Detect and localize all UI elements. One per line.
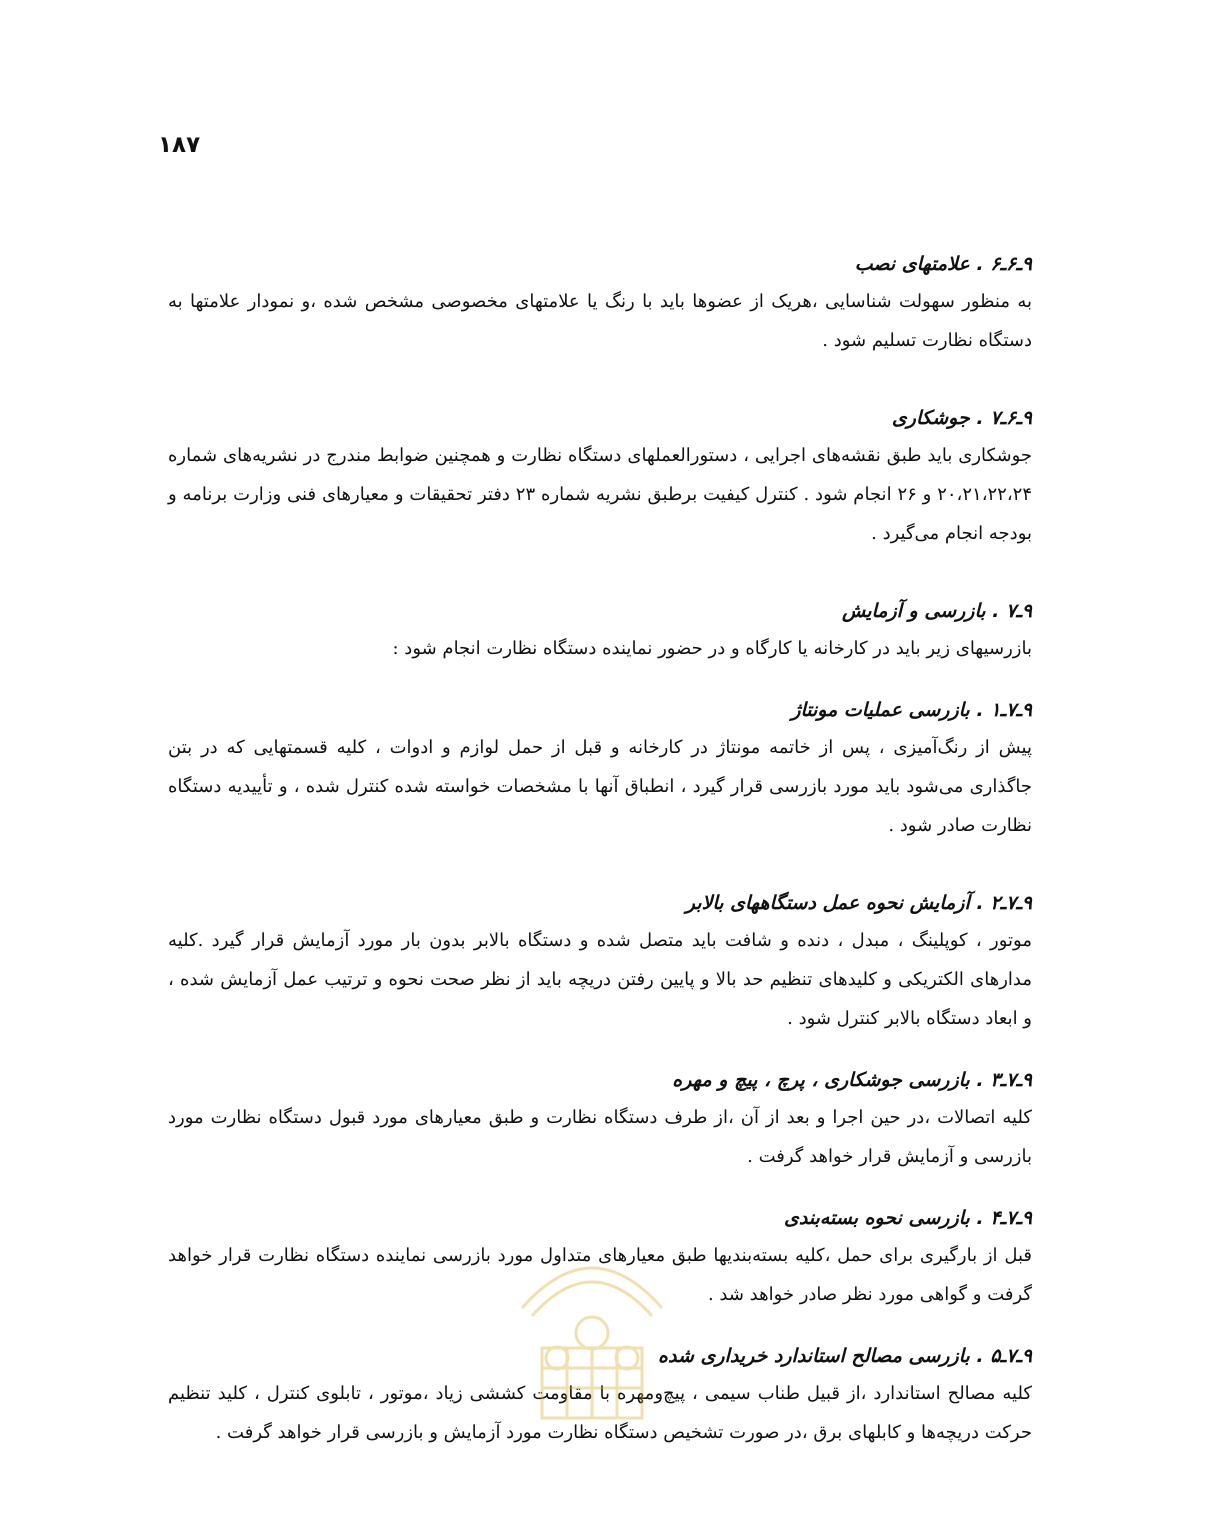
section-heading: ۹ـ۷ـ۲ . آزمایش نحوه عمل دستگاههای بالابر [685,892,1032,914]
section-inspection-testing [168,593,1032,668]
section-hoist-test [168,885,1032,1038]
section-paragraph: کلیه مصالح استاندارد ،از قبیل طناب سیمی ، پیچ‌ومهره با مقاومت کششی زیاد ،موتور ، تابلوی کنترل ، کلید تنظیم حرکت دریچه‌ها و کابلهای برق ،در صورت تشخیص دستگاه نظارت مورد آزمایش و بازرسی قرار خواهد گرفت . [168,1383,1032,1443]
section-packaging-inspection [168,1200,1032,1314]
section-paragraph: بازرسیهای زیر باید در کارخانه یا کارگاه و در حضور نماینده دستگاه نظارت انجام شود : [392,638,1032,659]
section-paragraph: کلیه اتصالات ،در حین اجرا و بعد از آن ،از طرف دستگاه نظارت و طبق معیارهای مورد قبول دستگاه نظارت مورد بازرسی و آزمایش قرار خواهد گرفت . [168,1107,1032,1167]
section-paragraph: پیش از رنگ‌آمیزی ، پس از خاتمه مونتاژ در کارخانه و قبل از حمل لوازم و ادوات ، کلیه قسمتهایی که در بتن جاگذاری می‌شود باید مورد بازرسی قرار گیرد ، انطباق آنها با مشخصات خواسته شده کنترل شده ، و تأییدیه دستگاه نظارت صادر شود . [168,737,1032,836]
section-heading: ۹ـ۶ـ۶ . علامتهای نصب [854,253,1032,275]
section-joints-inspection [168,1062,1032,1176]
section-paragraph: جوشکاری باید طبق نقشه‌های اجرایی ، دستورالعملهای دستگاه نظارت و همچنین ضوابط مندرج در نشریه‌های شماره ۲۰،۲۱،۲۲،۲۴ و ۲۶ انجام شود . کنترل کیفیت برطبق نشریه شماره ۲۳ دفتر تحقیقات و معیارهای فنی وزارت برنامه و بودجه انجام می‌گیرد . [168,445,1032,544]
section-heading: ۹ـ۷ـ۱ . بازرسی عملیات مونتاژ [791,699,1032,721]
section-heading: ۹ـ۶ـ۷ . جوشکاری [891,407,1032,429]
section-paragraph: موتور ، کوپلینگ ، مبدل ، دنده و شافت باید متصل شده و دستگاه بالابر بدون بار مورد آزمایش قرار گیرد .کلیه مدارهای الکتریکی و کلیدهای تنظیم حد بالا و پایین رفتن دریچه باید از نظر صحت نحوه و ترتیب عمل آزمایش شده ، و ابعاد دستگاه بالابر کنترل شود . [168,930,1032,1029]
section-heading: ۹ـ۷ـ۴ . بازرسی نحوه بسته‌بندی [783,1207,1032,1229]
section-standard-materials [168,1338,1032,1452]
section-paragraph: قبل از بارگیری برای حمل ،کلیه بسته‌بندیها طبق معیارهای متداول مورد بازرسی نماینده دستگاه نظارت قرار خواهد گرفت و گواهی مورد نظر صادر خواهد شد . [168,1245,1032,1305]
section-paragraph: به منظور سهولت شناسایی ،هریک از عضوها باید با رنگ یا علامتهای مخصوصی مشخص شده ،و نمودار علامتها به دستگاه نظارت تسلیم شود . [168,291,1032,351]
section-heading: ۹ـ۷ـ۵ . بازرسی مصالح استاندارد خریداری شده [658,1345,1032,1367]
page-number: ۱۸۷ [158,132,201,158]
section-mounting-marks [168,246,1032,360]
section-heading: ۹ـ۷ـ۳ . بازرسی جوشکاری ، پرچ ، پیچ و مهره [672,1069,1032,1091]
section-welding [168,400,1032,553]
section-assembly-inspection [168,692,1032,845]
document-body [168,246,1032,1452]
section-heading: ۹ـ۷ . بازرسی و آزمایش [842,600,1032,622]
